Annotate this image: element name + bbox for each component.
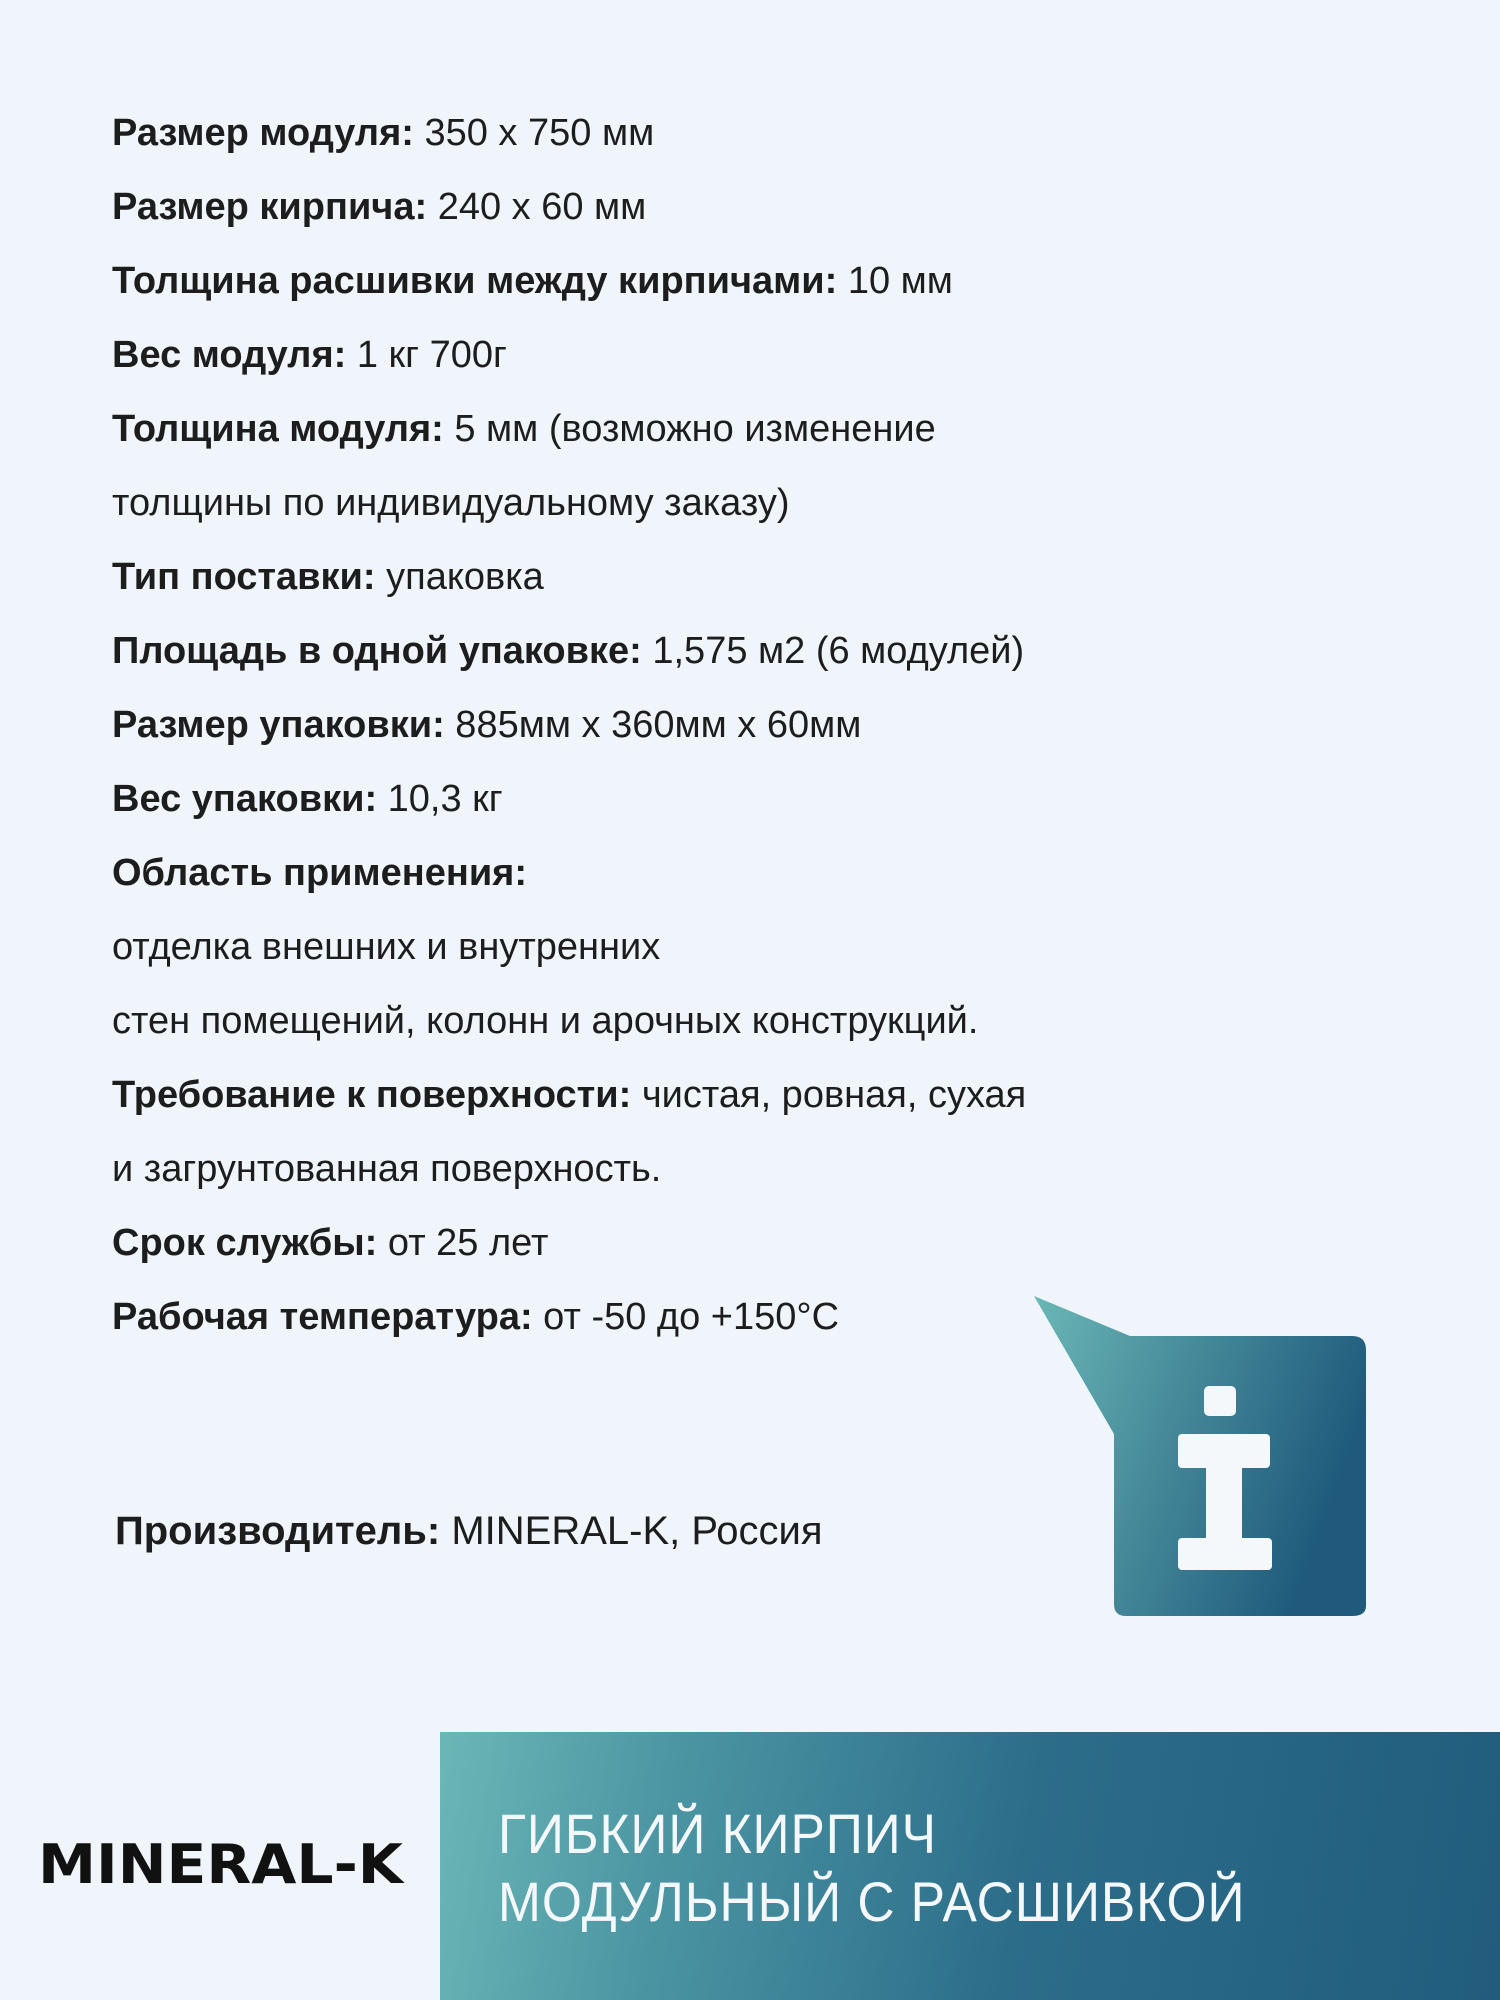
spec-label: Размер кирпича: — [112, 186, 428, 228]
spec-label: Площадь в одной упаковке: — [112, 630, 642, 672]
spec-value: чистая, ровная, сухая — [631, 1074, 1027, 1116]
spec-line — [112, 96, 1112, 170]
spec-value: от 25 лет — [377, 1222, 549, 1264]
spec-label: Размер упаковки: — [112, 704, 445, 746]
spec-value: упаковка — [375, 556, 544, 598]
spec-value: 350 х 750 мм — [413, 112, 655, 154]
manufacturer-label: Производитель: — [115, 1509, 441, 1553]
spec-value: 1,575 м2 (6 модулей) — [641, 630, 1025, 672]
spec-line — [112, 1280, 1112, 1354]
spec-line — [112, 244, 1112, 318]
spec-label: Тип поставки: — [112, 556, 376, 598]
spec-label: Вес упаковки: — [112, 778, 378, 820]
spec-line — [112, 688, 1112, 762]
spec-value: и загрунтованная поверхность. — [112, 1148, 662, 1190]
manufacturer — [115, 1498, 823, 1564]
spec-label: Область применения: — [112, 852, 528, 894]
spec-label: Толщина расшивки между кирпичами: — [112, 260, 838, 302]
spec-value: толщины по индивидуальному заказу) — [112, 482, 790, 524]
info-icon — [1030, 1294, 1370, 1620]
spec-line — [112, 614, 1112, 688]
spec-line — [112, 762, 1112, 836]
spec-line — [112, 170, 1112, 244]
spec-line — [112, 466, 1112, 540]
spec-line — [112, 984, 1112, 1058]
spec-label: Толщина модуля: — [112, 408, 444, 450]
spec-label: Вес модуля: — [112, 334, 347, 376]
footer-banner — [440, 1732, 1500, 2000]
spec-value: 5 мм (возможно изменение — [443, 408, 936, 450]
specifications-list — [112, 96, 1112, 1354]
spec-label: Размер модуля: — [112, 112, 414, 154]
spec-line — [112, 540, 1112, 614]
spec-value: 885мм х 360мм х 60мм — [444, 704, 862, 746]
spec-value: 1 кг 700г — [346, 334, 507, 376]
spec-line — [112, 392, 1112, 466]
spec-label: Требование к поверхности: — [112, 1074, 632, 1116]
spec-value: 240 х 60 мм — [427, 186, 647, 228]
spec-line — [112, 836, 1112, 910]
spec-value: стен помещений, колонн и арочных конструкций. — [112, 1000, 979, 1042]
spec-line — [112, 1058, 1112, 1132]
product-title-line-2: МОДУЛЬНЫЙ С РАСШИВКОЙ — [498, 1870, 1246, 1933]
spec-line — [112, 1132, 1112, 1206]
spec-value: 10,3 кг — [377, 778, 503, 820]
info-badge — [1030, 1294, 1370, 1620]
spec-line — [112, 1206, 1112, 1280]
product-title-line-1: ГИБКИЙ КИРПИЧ — [498, 1802, 937, 1865]
spec-line — [112, 910, 1112, 984]
spec-value: от -50 до +150°С — [532, 1296, 840, 1338]
spec-value: 10 мм — [837, 260, 953, 302]
spec-value: отделка внешних и внутренних — [112, 926, 661, 968]
spec-label: Рабочая температура: — [112, 1296, 533, 1338]
brand-logo: MINERAL-K — [38, 1833, 403, 1896]
product-title — [498, 1800, 1245, 1936]
spec-label: Срок службы: — [112, 1222, 378, 1264]
manufacturer-value: MINERAL-K, Россия — [440, 1509, 823, 1553]
spec-line — [112, 318, 1112, 392]
